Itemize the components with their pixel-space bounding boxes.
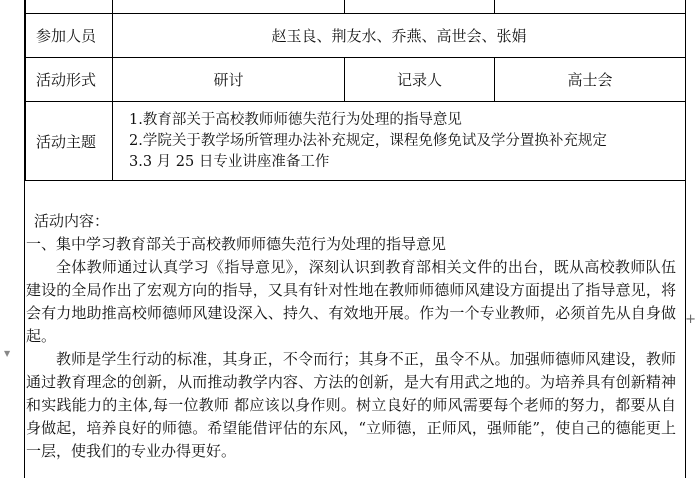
content-title: 活动内容： [34, 212, 110, 230]
recorder-label: 记录人 [345, 58, 495, 102]
add-icon[interactable]: + [685, 312, 696, 327]
activity-content [26, 210, 676, 463]
table-row-partial-top [26, 0, 686, 14]
paragraph: 全体教师通过认真学习《指导意见》，深刻认识到教育部相关文件的出台，既从高校教师队伍建设的全局作出了宏观方向的指导，又具有针对性地在教师师德师风建设方面提出了指导意见，将会有力地助推高校师德师风建设深入、持久、有效地开展。作为一个专业教师，必须首先从自身做起。 [26, 258, 676, 345]
topic-item: 3.3 月 25 日专业讲座准备工作 [129, 153, 330, 170]
table-row-topic [26, 102, 686, 181]
participants-label: 参加人员 [26, 14, 113, 58]
table-row-form [26, 58, 686, 102]
paragraph: 教师是学生行动的标准，其身正，不令而行；其身不正，虽令不从。加强师德师风建设，教师通过教育理念的创新，从而推动教学内容、方法的创新，是大有用武之地的。为培养具有创新精神和实践能力的主体,每一位教师 都应该以身作则。树立良好的师风需要每个老师的努力，都要从自身做起，培养良好的师德。希望能借评估的东风，“立师德，正师风，强师能”，使自己的德能更上一层，使我们的专业办得更好。 [26, 350, 676, 460]
table-row-participants [26, 14, 686, 58]
activity-info-table [25, 0, 686, 181]
form-label: 活动形式 [26, 58, 113, 102]
participants-value: 赵玉良、荆友水、乔燕、高世会、张娟 [113, 14, 686, 58]
document-page [24, 0, 686, 478]
form-value: 研讨 [113, 58, 345, 102]
topic-label: 活动主题 [26, 102, 113, 181]
section-heading: 一、集中学习教育部关于高校教师师德失范行为处理的指导意见 [26, 235, 447, 253]
topic-list [113, 102, 686, 181]
topic-item: 1.教育部关于高校教师师德失范行为处理的指导意见 [129, 111, 462, 128]
chevron-down-icon[interactable]: ▼ [4, 349, 11, 358]
topic-item: 2.学院关于教学场所管理办法补充规定，课程免修免试及学分置换补充规定 [129, 132, 607, 149]
recorder-value: 高士会 [495, 58, 686, 102]
